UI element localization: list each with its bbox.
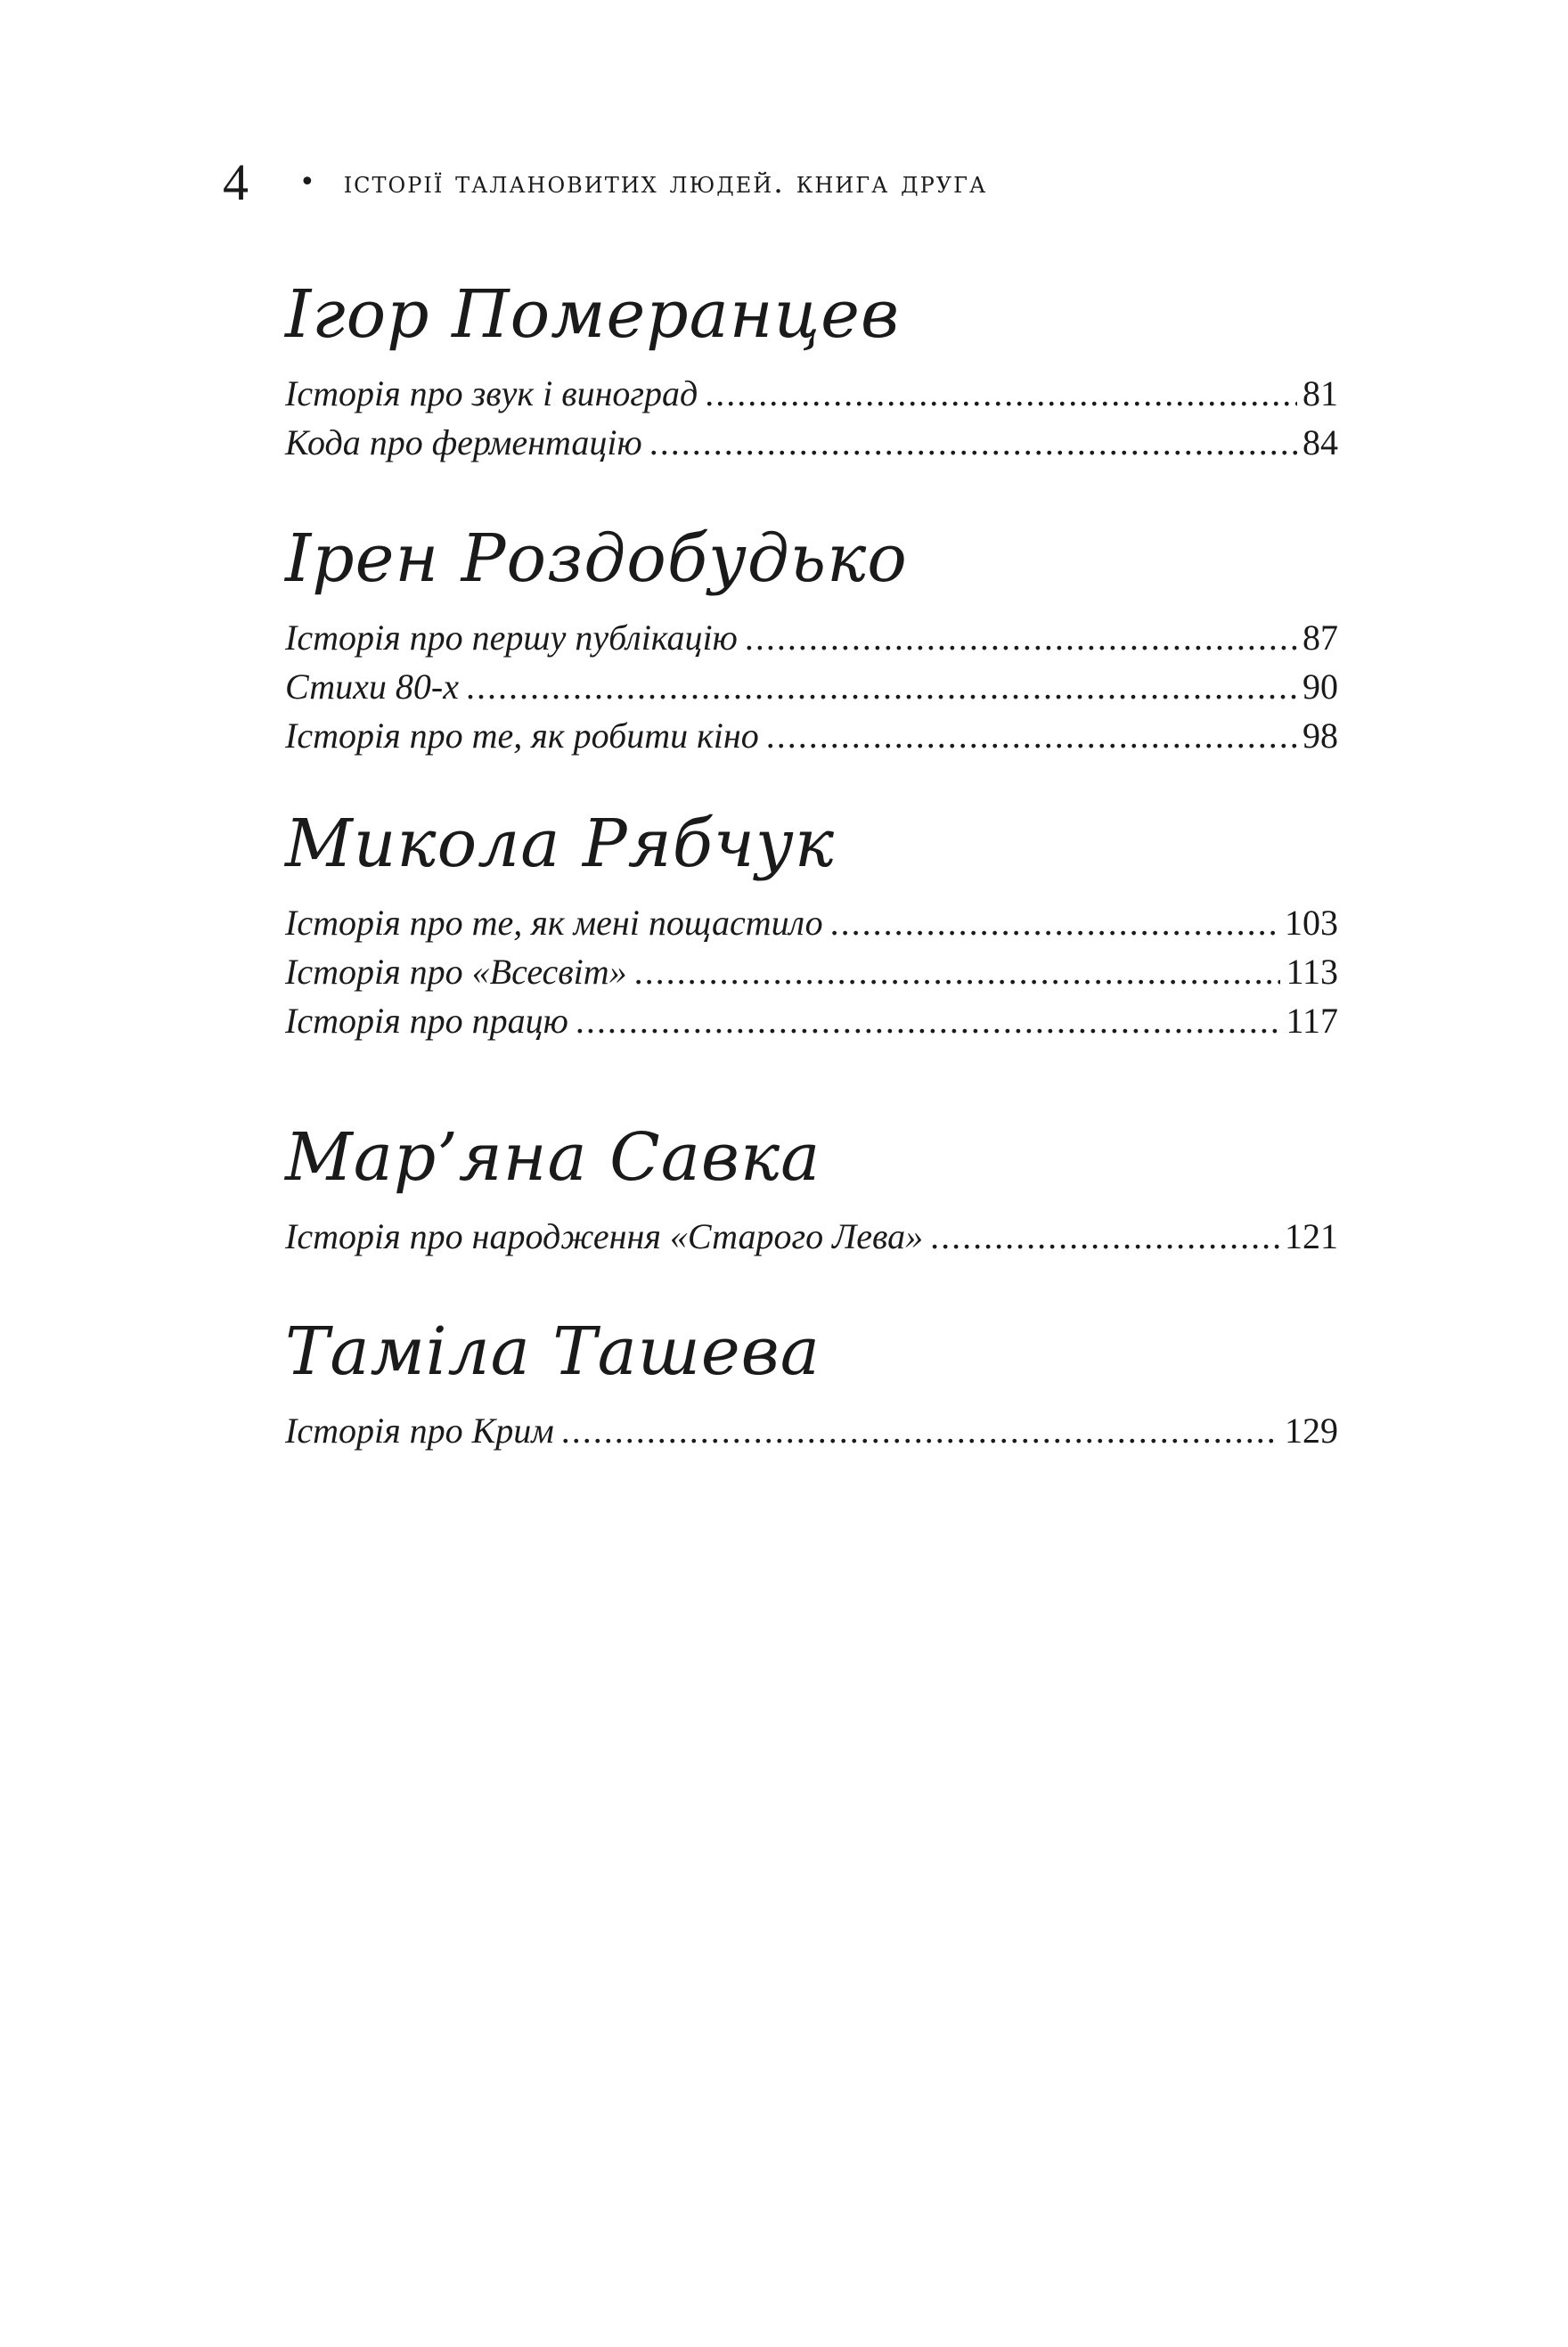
- entry-title: Історія про те, як робити кіно: [285, 716, 759, 756]
- toc-entry[interactable]: [285, 613, 1338, 662]
- toc-section-savka: [285, 1119, 1338, 1261]
- toc-entry[interactable]: [285, 996, 1338, 1045]
- toc-entry[interactable]: [285, 662, 1338, 711]
- dot-leader: [745, 613, 1297, 662]
- running-head: [223, 151, 987, 214]
- entry-title: Історія про те, як мені пощастило: [285, 903, 823, 943]
- toc-section-riabchuk: [285, 806, 1338, 1045]
- entry-page-number: 129: [1285, 1411, 1338, 1451]
- dot-leader: [705, 369, 1297, 418]
- author-heading: Мар’яна Савка: [285, 1119, 821, 1196]
- toc-entry[interactable]: [285, 418, 1338, 467]
- entry-title: Стихи 80-х: [285, 666, 459, 707]
- toc-section-rozdobudko: [285, 520, 1338, 760]
- author-heading: Ігор Померанцев: [285, 276, 901, 353]
- dot-leader: [576, 996, 1281, 1045]
- toc-section-tasheva: [285, 1313, 1338, 1455]
- dot-leader: [930, 1212, 1279, 1261]
- entry-title: Історія про «Всесвіт»: [285, 952, 627, 992]
- dot-leader: [830, 898, 1279, 947]
- entry-title: Історія про працю: [285, 1001, 568, 1041]
- author-heading: Таміла Ташева: [285, 1313, 821, 1390]
- dot-leader: [649, 418, 1297, 467]
- entry-page-number: 113: [1286, 952, 1338, 992]
- toc-entry[interactable]: [285, 1212, 1338, 1261]
- entry-page-number: 117: [1286, 1001, 1338, 1041]
- entry-page-number: 98: [1303, 716, 1338, 756]
- toc-section-pomerantsev: [285, 276, 1338, 467]
- book-title: історії талановитих людей. книга друга: [343, 165, 988, 200]
- entry-title: Кода про ферментацію: [285, 422, 642, 462]
- entry-title: Історія про Крим: [285, 1411, 554, 1451]
- author-heading: Ірен Роздобудько: [285, 520, 908, 597]
- toc-entry[interactable]: [285, 947, 1338, 996]
- entry-page-number: 121: [1285, 1216, 1338, 1256]
- bullet-separator: •: [299, 167, 315, 198]
- entry-title: Історія про звук і виноград: [285, 373, 698, 413]
- page-number: 4: [223, 153, 249, 211]
- toc-entry[interactable]: [285, 711, 1338, 760]
- entry-page-number: 87: [1303, 617, 1338, 658]
- dot-leader: [634, 947, 1281, 996]
- dot-leader: [766, 711, 1297, 760]
- entry-page-number: 81: [1303, 373, 1338, 413]
- dot-leader: [561, 1406, 1279, 1455]
- author-heading: Микола Рябчук: [285, 806, 836, 882]
- entry-title: Історія про народження «Старого Лева»: [285, 1216, 924, 1256]
- entry-page-number: 90: [1303, 666, 1338, 707]
- toc-entry[interactable]: [285, 1406, 1338, 1455]
- toc-entry[interactable]: [285, 369, 1338, 418]
- entry-page-number: 84: [1303, 422, 1338, 462]
- dot-leader: [466, 662, 1297, 711]
- entry-title: Історія про першу публікацію: [285, 617, 738, 658]
- entry-page-number: 103: [1285, 903, 1338, 943]
- toc-entry[interactable]: [285, 898, 1338, 947]
